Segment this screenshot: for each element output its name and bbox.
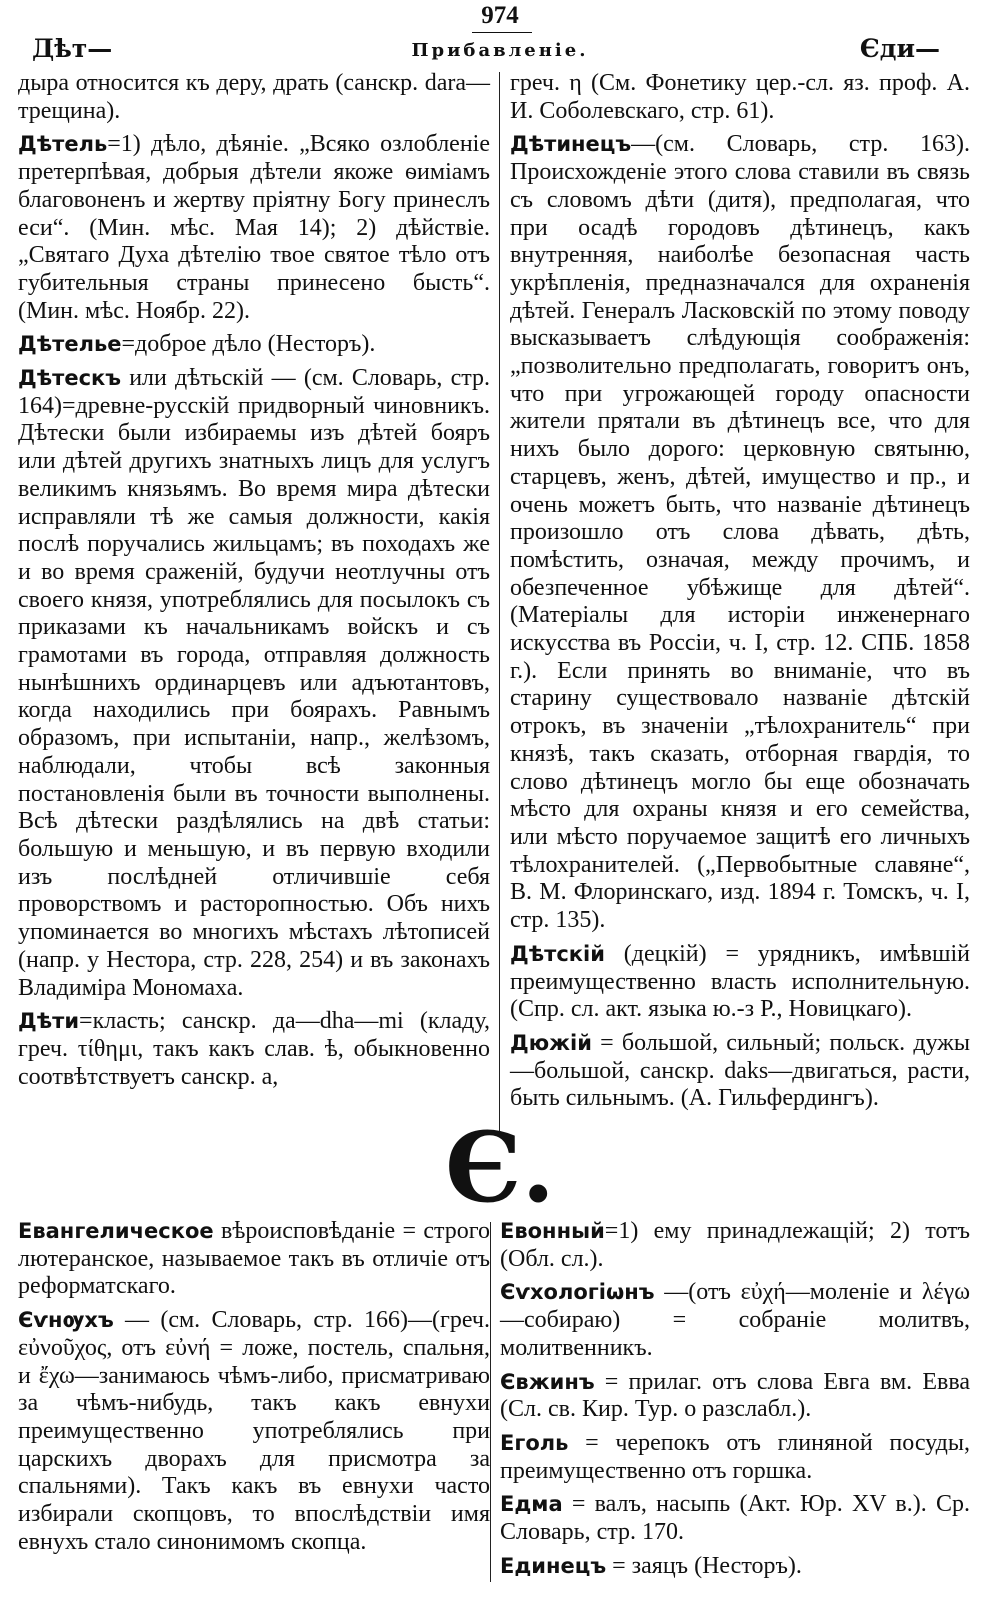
entry-text: = валъ, насыпь (Акт. Юр. XV в.). Ср. Словарь, стр. 170. <box>500 1491 970 1546</box>
entry-headword: Дѣтель <box>18 132 108 157</box>
dictionary-entry <box>18 365 490 1002</box>
entry-headword: Единецъ <box>500 1553 607 1578</box>
column-divider-top <box>499 72 500 1132</box>
entry-text: —(см. Словарь, стр. 163). Происхожденіе этого слова ставили въ связь съ словомъ дѣти (дитя), предполагая, что при осадѣ городовъ дѣтинецъ, какъ внутренняя, наиболѣе безопасная часть укрѣпленія, предназначался для охраненія дѣтей. Генералъ Ласковскій по этому поводу высказываетъ слѣдующія соображенія: „позволительно предполагать, говоритъ онъ, что при угрожающей городу опасности жители прятали въ дѣтинецъ все, что для нихъ было дорого: церковную святыню, старцевъ, женъ, дѣтей, имущество и пр., и очень можетъ быть, что названіе дѣтинецъ произошло отъ слова дѣвать, дѣть, помѣстить, означая, между прочимъ, и обезпеченное убѣжище для дѣтей“. (Матеріалы для исторіи инженернаго искусства въ Россіи, ч. I, стр. 12. СПБ. 1858 г.). Если принять во вниманіе, что въ старину существовало названіе дѣтскій отрокъ, въ значеніи „тѣлохранитель“ при князѣ, такъ сказать, отборная гвардія, то слово дѣтинецъ могло бы еще обозначать мѣсто для охраны князя и его семейства, или мѣсто поручаемое защитѣ его личныхъ тѣлохранителей. („Первобытные славяне“, В. М. Флоринскаго, изд. 1894 г. Томскъ, ч. I, стр. 135). <box>510 131 970 934</box>
entry-text: = черепокъ отъ глиняной посуды, преимущественно отъ горшка. <box>500 1429 970 1484</box>
entry-headword: Дюжій <box>510 1030 592 1055</box>
dictionary-entry <box>500 1218 970 1273</box>
entry-text: = заяцъ (Несторъ). <box>606 1552 802 1579</box>
entry-headword: Євжинъ <box>500 1369 595 1394</box>
section-letter: Є. <box>445 1111 555 1224</box>
page-number-rule <box>472 32 532 33</box>
dictionary-entry <box>510 70 970 125</box>
entry-headword: Єѵнѹхъ <box>18 1308 114 1333</box>
right-column-bottom <box>500 1218 970 1586</box>
entry-text: = большой, сильный; польск. дужы—большой, санскр. daks—двигаться, расти, быть сильнымъ. (А. Гильфердингъ). <box>510 1029 970 1112</box>
right-column-top <box>510 70 970 1119</box>
dictionary-entry <box>18 1218 490 1301</box>
dictionary-entry <box>18 70 490 125</box>
entry-text: (децкій) = урядникъ, имѣвшій преимущественно власть исполнительную. (Спр. сл. акт. языка ю.-з Р., Новицкаго). <box>510 940 970 1023</box>
entry-headword: Єѵхологіѡнъ <box>500 1280 655 1305</box>
entry-headword: Дѣтескъ <box>18 366 122 391</box>
entry-text: —(отъ εὐχή—моленіе и λέγω —собираю) = собраніе молитвъ, молитвенникъ. <box>500 1279 970 1361</box>
left-column-bottom <box>18 1218 490 1562</box>
entry-text: дыра относится къ деру, драть (санскр. dara—трещина). <box>18 70 490 124</box>
entry-text: греч. η (См. Фонетику цер.-сл. яз. проф. А. И. Соболевскаго, стр. 61). <box>510 70 970 124</box>
dictionary-entry <box>18 1008 490 1091</box>
dictionary-entry <box>510 131 970 934</box>
entry-text: =1) дѣло, дѣяніе. „Всяко озлобленіе претерпѣвая, добрыя дѣтели якоже ѳиміамъ благовоненъ и жертву пріятну Богу принеслъ еси“. (Мин. мѣс. Мая 14); 2) дѣйствіе. „Святаго Духа дѣтелію твое святое тѣло отъ губительныя страны принесено бысть“. (Мин. мѣс. Ноябр. 22). <box>18 131 490 324</box>
left-column-top <box>18 70 490 1097</box>
catchword-right: Єди— <box>859 34 940 63</box>
entry-headword: Дѣтелье <box>18 332 122 357</box>
entry-text: вѣроисповѣданіе = строго лютеранское, называемое такъ въ отличіе отъ реформатскаго. <box>18 1218 490 1300</box>
dictionary-entry <box>18 1307 490 1556</box>
entry-text: =класть; санскр. да—dha—mi (кладу, греч. τίθημι, такъ какъ слав. ѣ, обыкновенно соотвѣтствуетъ санскр. а, <box>18 1008 490 1090</box>
entry-headword: Дѣтскій <box>510 941 605 966</box>
entry-text: — (см. Словарь, стр. 166)—(греч. εὐνοῦχος, отъ εὐνή = ложе, постель, спальня, и ἔχω—занимаюсь чѣмъ-либо, присматриваю за чѣмъ-нибудь, такъ какъ евнухи преимущественно употреблялись при царскихъ дворахъ для присмотра за спальнями). Такъ какъ въ евнухи часто избирали скопцовъ, то впослѣдствіи имя евнухъ стало синонимомъ скопца. <box>18 1307 490 1555</box>
entry-headword: Дѣтинецъ <box>510 132 632 157</box>
entry-headword: Еголь <box>500 1430 569 1455</box>
dictionary-entry <box>510 1030 970 1113</box>
page-number: 974 <box>481 2 519 29</box>
dictionary-entry <box>500 1279 970 1362</box>
dictionary-entry <box>18 131 490 325</box>
page-header <box>0 0 1000 70</box>
dictionary-entry <box>510 941 970 1024</box>
entry-text: =доброе дѣло (Несторъ). <box>121 331 376 358</box>
entry-text: = прилаг. отъ слова Евга вм. Евва (Сл. св. Кир. Тур. о разслабл.). <box>500 1368 970 1423</box>
column-divider-bottom <box>490 1222 491 1582</box>
entry-headword: Дѣти <box>18 1009 80 1034</box>
dictionary-entry <box>500 1491 970 1546</box>
entry-text: =1) ему принадлежащій; 2) тотъ (Обл. сл.). <box>500 1218 970 1272</box>
dictionary-entry <box>500 1369 970 1424</box>
entry-headword: Евонный <box>500 1219 605 1243</box>
entry-text: или дѣтьскій — (см. Словарь, стр. 164)=древне-русскій придворный чиновникъ. Дѣтески были избираемы изъ дѣтей бояръ или дѣтей другихъ знатныхъ лицъ для услугъ великимъ князьямъ. Во время мира дѣтески исправляли тѣ же самыя должности, какія послѣ поручались жильцамъ; въ походахъ же и во время сраженій, будучи неотлучны отъ своего князя, употреблялись для посылокъ съ приказами къ начальникамъ войскъ и съ грамотами въ города, отправляя должность нынѣшнихъ ординарцевъ или адъютантовъ, когда находились при боярахъ. Равнымъ образомъ, при испытаніи, напр., желѣзомъ, наблюдали, чтобы всѣ законныя постановленія были въ точности выполнены. Всѣ дѣтески раздѣлялись на двѣ статьи: большую и меньшую, и въ первую входили изъ послѣдней отличившіе себя проворствомъ и расторопностью. Объ нихъ упоминается во многихъ мѣстахъ лѣтописей (напр. у Нестора, стр. 228, 254) и въ законахъ Владиміра Мономаха. <box>18 365 490 1001</box>
section-title: Прибавленіе. <box>411 40 589 61</box>
dictionary-entry <box>500 1430 970 1485</box>
dictionary-entry <box>18 331 490 359</box>
catchword-left: Дѣт— <box>32 34 113 63</box>
entry-headword: Едма <box>500 1492 563 1517</box>
dictionary-entry <box>500 1553 970 1581</box>
entry-headword: Евангелическое <box>18 1219 214 1243</box>
